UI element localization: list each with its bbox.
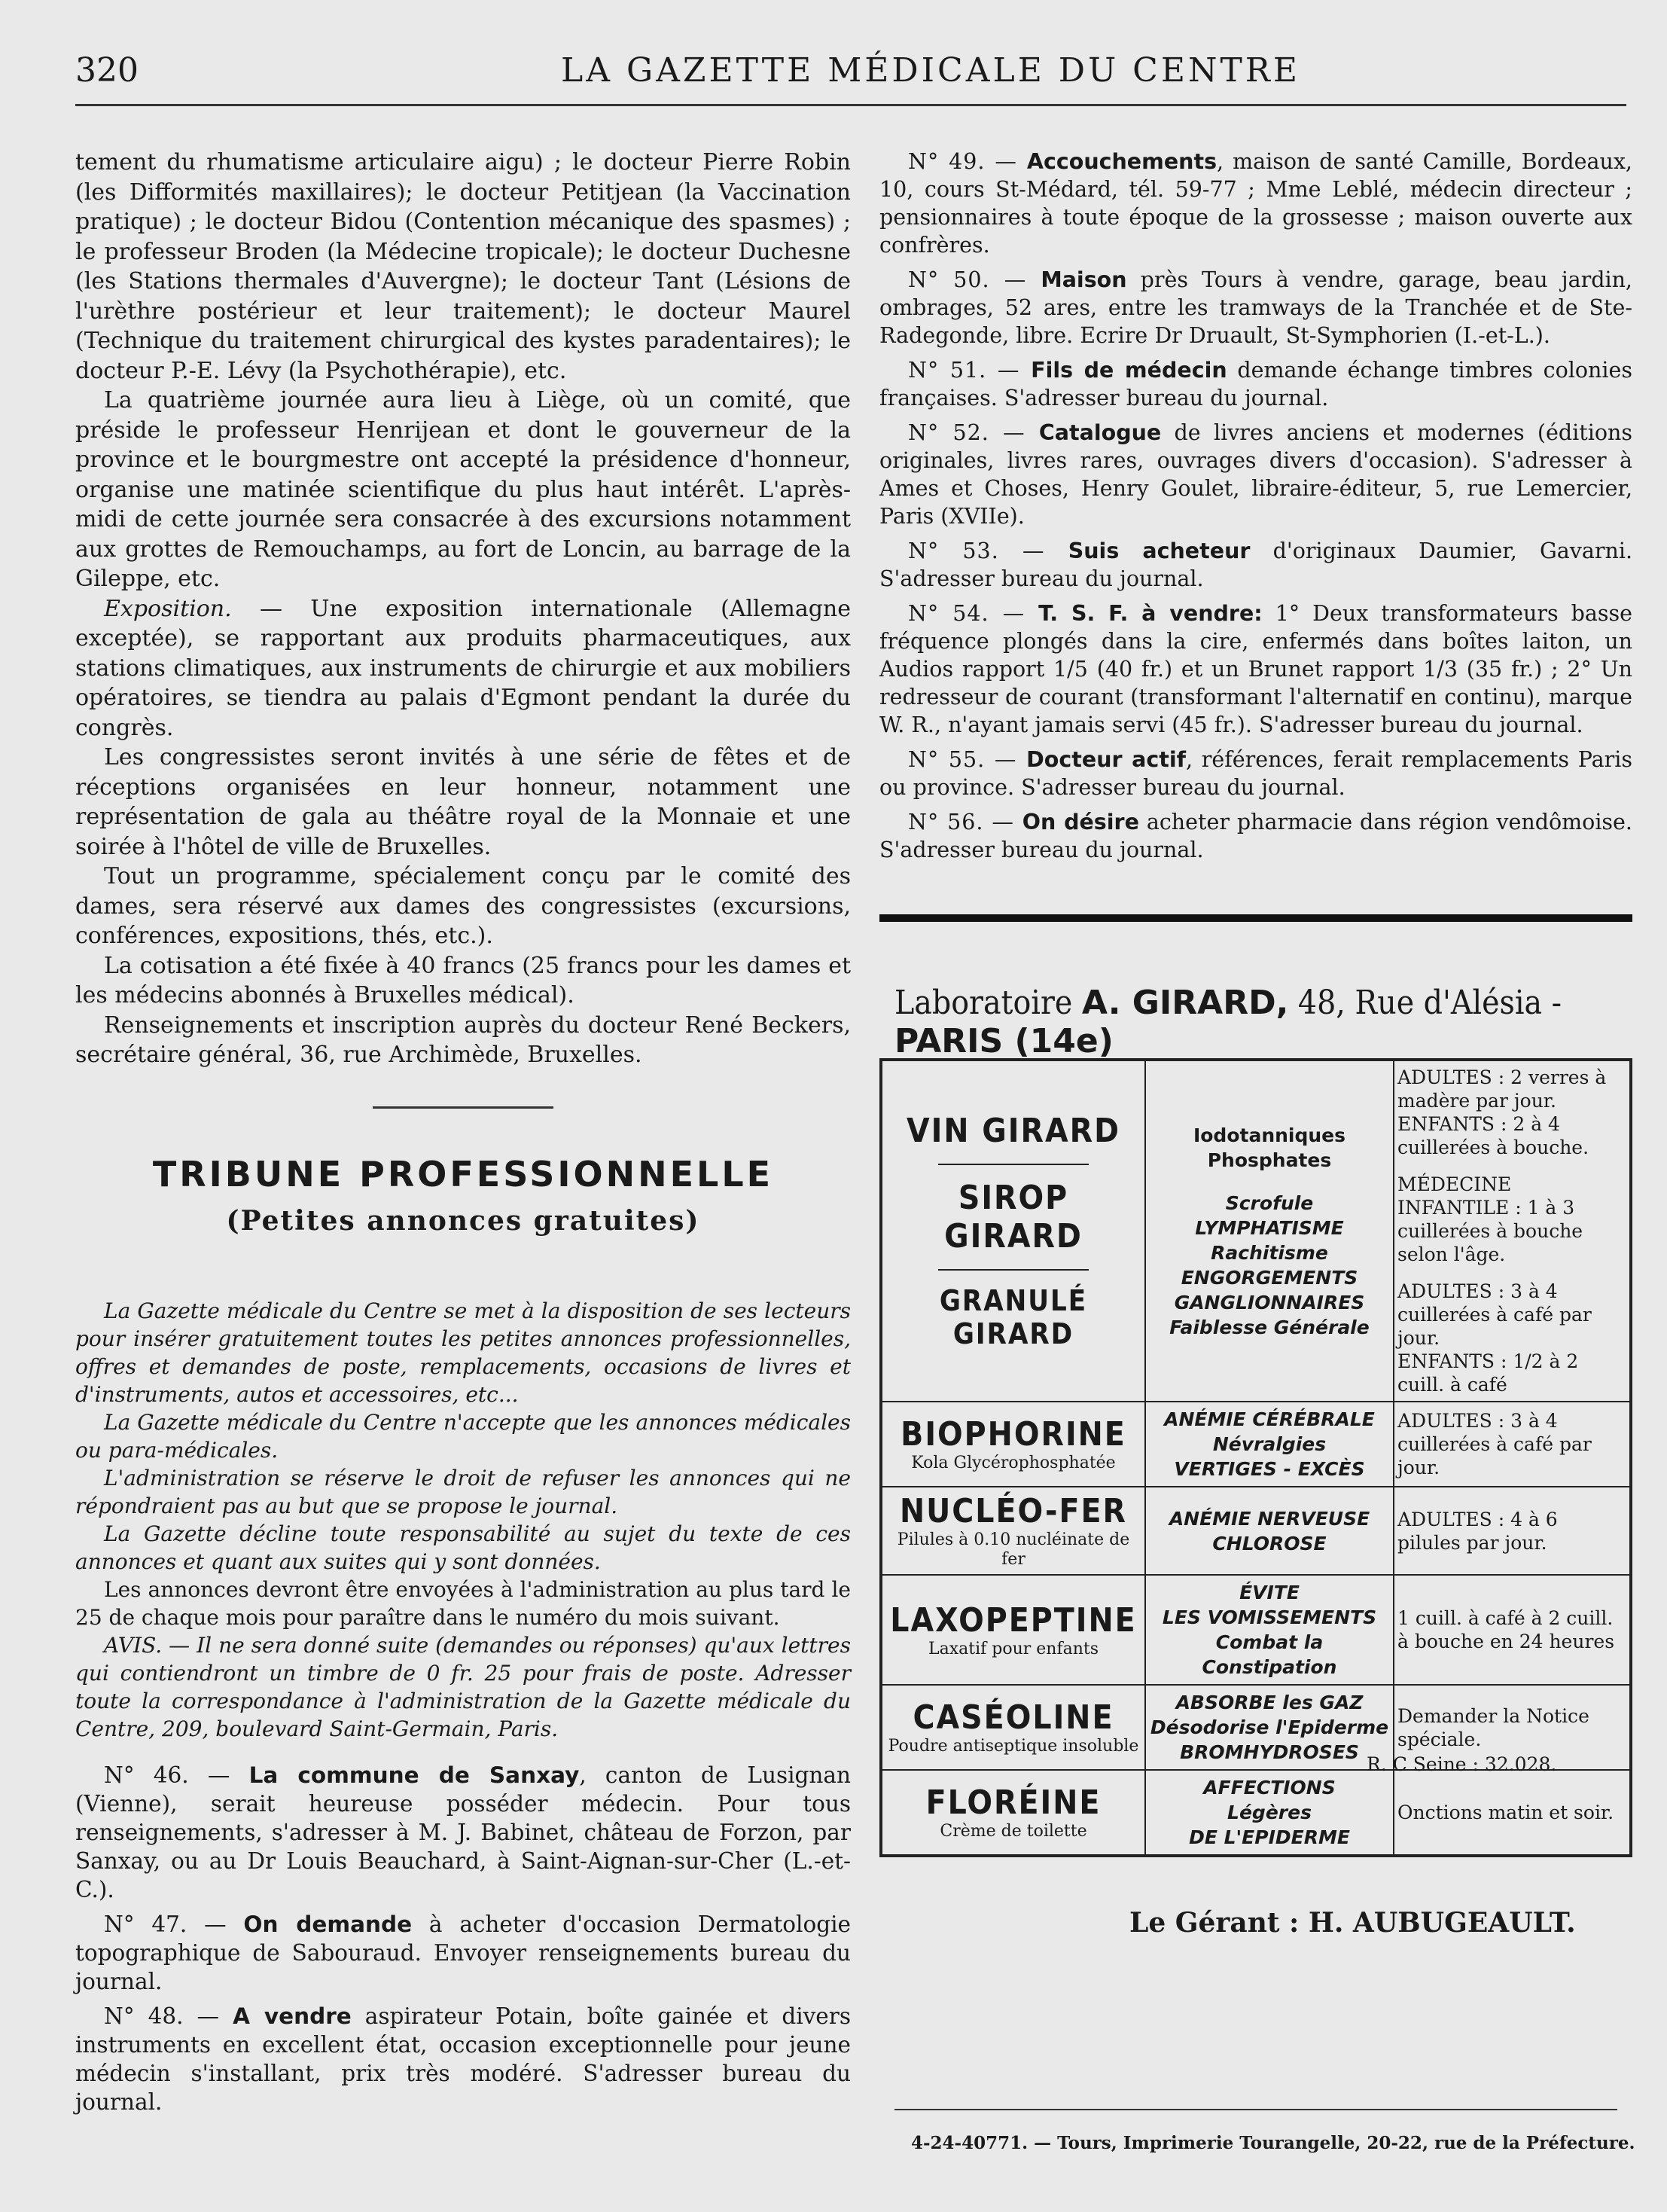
ad-heading: T. S. F. à vendre:	[1038, 601, 1263, 626]
indication: Légères	[1227, 1802, 1312, 1823]
printer-imprint: 4-24-40771. — Tours, Imprimerie Tourangelle, 20-22, rue de la Préfecture.	[911, 2133, 1635, 2153]
right-column	[879, 148, 1632, 871]
dosage-cell	[1394, 1487, 1631, 1575]
dosage: ADULTES : 3 à 4 cuillerées à café par jour.	[1397, 1280, 1592, 1349]
ad-text: acheter pharmacie dans région vendômoise. S'adresser bureau du journal.	[879, 810, 1632, 862]
indication: ABSORBE les GAZ	[1175, 1692, 1364, 1713]
ad-heading: On désire	[1022, 810, 1139, 834]
indication-cell	[1145, 1060, 1394, 1402]
table-row	[881, 1060, 1631, 1402]
product-name: SIROP GIRARD	[944, 1179, 1083, 1256]
dosage: ENFANTS : 1/2 à 2 cuill. à café	[1397, 1350, 1579, 1396]
ad-text: près Tours à vendre, garage, beau jardin, ombrages, 52 ares, entre les tramways de la Tranchée et de Ste-Radegonde, libre. Ecrire Dr Druault, St-Symphorien (I.-et-L.).	[879, 267, 1632, 348]
dosage-cell	[1394, 1770, 1631, 1856]
ad-list	[879, 148, 1632, 864]
ad-number: N° 56. —	[908, 810, 1022, 834]
ad-heading: La commune de Sanxay	[248, 1762, 580, 1788]
ad-heading: Docteur actif	[1026, 747, 1187, 772]
ad-item	[75, 1761, 851, 1904]
paragraph: La cotisation a été fixée à 40 francs (25 francs pour les dames et les médecins abonnés à Bruxelles médical).	[75, 952, 851, 1008]
dosage: ADULTES : 3 à 4 cuillerées à café par jour.	[1397, 1410, 1592, 1478]
ad-number: N° 50. —	[908, 267, 1041, 292]
ad-item	[75, 1910, 851, 1996]
paragraph	[75, 594, 851, 743]
product-name-cell	[881, 1685, 1145, 1770]
left-column	[75, 148, 851, 2122]
indication: GANGLIONNAIRES	[1174, 1291, 1365, 1313]
ad-number: N° 52. —	[908, 420, 1039, 445]
indication: BROMHYDROSES	[1180, 1741, 1359, 1763]
product-name-cell	[881, 1060, 1145, 1402]
indication: ÉVITE	[1239, 1582, 1300, 1603]
product-description: Crème de toilette	[940, 1822, 1087, 1841]
ad-number: N° 55. —	[908, 747, 1027, 772]
product-table	[879, 1058, 1632, 1857]
ad-number: N° 46. —	[104, 1762, 249, 1788]
product-name: BIOPHORINE	[901, 1415, 1126, 1454]
indication: AFFECTIONS	[1203, 1777, 1336, 1799]
run-in-label: Exposition.	[104, 595, 232, 622]
lab-name: A. GIRARD,	[1081, 984, 1289, 1022]
paragraph: Tout un programme, spécialement conçu par le comité des dames, sera réservé aux dames des congressistes (excursions, conférences, expositions, thés, etc.).	[75, 863, 851, 949]
ad-item	[879, 600, 1632, 739]
ad-heading: On demande	[243, 1911, 413, 1937]
dosage-cell	[1394, 1402, 1631, 1487]
indication: Rachitisme	[1211, 1241, 1328, 1264]
product-name: CASÉOLINE	[913, 1698, 1114, 1737]
ad-item	[879, 746, 1632, 801]
indication-cell	[1145, 1402, 1394, 1487]
dosage: 1 cuill. à café à 2 cuill. à bouche en 24 heures	[1397, 1607, 1615, 1652]
ad-number: N° 51. —	[908, 358, 1032, 383]
indication: CHLOROSE	[1212, 1532, 1327, 1555]
thick-divider	[879, 914, 1632, 922]
notices	[75, 1297, 851, 1743]
notice: AVIS. — Il ne sera donné suite (demandes ou réponses) qu'aux lettres qui contiendront un timbre de 0 fr. 25 pour frais de poste. Adresser toute la correspondance à l'administration de la Gazette médicale du Centre, 209, boulevard Saint-Germain, Paris.	[75, 1632, 851, 1741]
running-head: LA GAZETTE MÉDICALE DU CENTRE	[561, 51, 1301, 90]
indication: Faiblesse Générale	[1169, 1316, 1370, 1338]
paragraph: tement du rhumatisme articulaire aigu) ; le docteur Pierre Robin (les Difformités maxillaires); le docteur Petitjean (la Vaccination pratique) ; le docteur Bidou (Contention mécanique des spasmes) ; le professeur Broden (la Médecine tropicale); le docteur Duchesne (les Stations thermales d'Auvergne); le docteur Tant (Lésions de l'urèthre postérieur et leur traitement); le docteur Maurel (Technique du traitement chirurgical des kystes paradentaires); le docteur P.-E. Lévy (la Psychothérapie), etc.	[75, 149, 851, 384]
ad-heading: A vendre	[233, 2003, 352, 2029]
ad-item	[879, 266, 1632, 349]
ad-text: , canton de Lusignan (Vienne), serait heureuse posséder médecin. Pour tous renseignements, s'adresser à M. J. Babinet, château de Forzon, par Sanxay, ou au Dr Louis Beauchard, à Saint-Aignan-sur-Cher (L.-et-C.).	[75, 1762, 852, 1902]
indication: VERTIGES - EXCÈS	[1174, 1458, 1365, 1480]
ad-text: , maison de santé Camille, Bordeaux, 10, cours St-Médard, tél. 59-77 ; Mme Leblé, médecin directeur ; pensionnaires à toute époque de la grossesse ; maison ouverte aux confrères.	[879, 149, 1632, 258]
notice: La Gazette décline toute responsabilité au sujet du texte de ces annonces et quant aux suites qui y sont données.	[75, 1521, 851, 1574]
section-title: TRIBUNE PROFESSIONNELLE	[152, 1153, 774, 1194]
gerant-signature: Le Gérant : H. AUBUGEAULT.	[1129, 1907, 1576, 1939]
indication: ENGORGEMENTS	[1181, 1266, 1358, 1289]
indication: LYMPHATISME	[1195, 1216, 1344, 1239]
product-name: VIN GIRARD	[907, 1112, 1120, 1150]
ad-text: , références, ferait remplacements Paris ou province. S'adresser bureau du journal.	[879, 747, 1632, 800]
header-rule	[75, 104, 1626, 106]
indication: Combat la Constipation	[1202, 1631, 1337, 1678]
ad-heading: Catalogue	[1038, 420, 1162, 445]
product-name: FLORÉINE	[925, 1783, 1102, 1822]
ad-text: demande échange timbres colonies françaises. S'adresser bureau du journal.	[879, 358, 1632, 410]
notice: L'administration se réserve le droit de refuser les annonces qui ne répondraient pas au but que se propose le journal.	[75, 1465, 851, 1518]
paragraph: La quatrième journée aura lieu à Liège, où un comité, que préside le professeur Henrijean et dont le gouverneur de la province et le bourgmestre ont accepté la présidence d'honneur, organise une matinée scientifique du plus haut intérêt. L'après-midi de cette journée sera consacrée à des excursions notamment aux grottes de Remouchamps, au fort de Loncin, au barrage de la Gileppe, etc.	[75, 387, 851, 592]
ad-list	[75, 1761, 851, 2116]
indication-cell	[1145, 1575, 1394, 1685]
section-subtitle: (Petites annonces gratuites)	[226, 1204, 700, 1237]
product-name: NUCLÉO-FER	[899, 1492, 1128, 1530]
table-row	[881, 1487, 1631, 1575]
product-name-cell	[881, 1770, 1145, 1856]
indication: Névralgies	[1212, 1433, 1327, 1455]
table-row	[881, 1770, 1631, 1856]
ad-heading: Suis acheteur	[1068, 539, 1251, 563]
dosage-cell	[1394, 1060, 1631, 1402]
ad-heading: Fils de médecin	[1031, 358, 1227, 383]
paragraph-text: — Une exposition internationale (Allemagne exceptée), se rapportant aux produits pharmaceutiques, aux stations climatiques, aux instruments de chirurgie et aux mobiliers opératoires, se tiendra au palais d'Egmont pendant la durée du congrès.	[75, 595, 851, 741]
product-name: LAXOPEPTINE	[890, 1600, 1137, 1640]
indication-cell	[1145, 1770, 1394, 1856]
notice: Les annonces devront être envoyées à l'administration au plus tard le 25 de chaque mois pour paraître dans le numéro du mois suivant.	[75, 1576, 851, 1630]
ad-text: de livres anciens et modernes (éditions originales, livres rares, ouvrages divers d'occasion). S'adresser à Ames et Choses, Henry Goulet, libraire-éditeur, 5, rue Lemercier, Paris (XVIIe).	[879, 420, 1632, 529]
ad-number: N° 49. —	[908, 149, 1027, 174]
indication: Désodorise l'Epiderme	[1150, 1716, 1389, 1738]
dosage: Onctions matin et soir.	[1397, 1802, 1614, 1823]
dosage: MÉDECINE INFANTILE : 1 à 3 cuillerées à bouche selon l'âge.	[1397, 1173, 1583, 1265]
product-name: GRANULÉ GIRARD	[939, 1284, 1088, 1350]
ad-text: 1° Deux transformateurs basse fréquence plongés dans la cire, enfermés dans boîtes laiton, un Audios rapport 1/5 (40 fr.) et un Brunet rapport 1/3 (35 fr.) ; 2° Un redresseur de courant (transformant l'alternatif en continu), marque W. R., n'ayant jamais servi (45 fr.). S'adresser bureau du journal.	[879, 601, 1632, 737]
laboratory-header	[894, 984, 1667, 1060]
dosage: ADULTES : 2 verres à madère par jour.	[1397, 1066, 1607, 1112]
ad-item	[879, 148, 1632, 259]
footer-rule	[894, 2109, 1617, 2110]
ad-number: N° 47. —	[104, 1911, 244, 1937]
table-row	[881, 1575, 1631, 1685]
ad-item	[879, 537, 1632, 593]
product-name-cell	[881, 1575, 1145, 1685]
divider	[938, 1164, 1089, 1165]
product-description: Laxatif pour enfants	[928, 1639, 1099, 1658]
ad-heading: Accouchements	[1026, 149, 1217, 174]
dosage-cell	[1394, 1575, 1631, 1685]
registration-number: R. C Seine : 32.028.	[1367, 1753, 1557, 1775]
notice: La Gazette médicale du Centre n'accepte que les annonces médicales ou para-médicales.	[75, 1409, 851, 1463]
dosage: ENFANTS : 2 à 4 cuillerées à bouche.	[1397, 1113, 1589, 1158]
indication: DE L'EPIDERME	[1189, 1826, 1350, 1848]
product-name-cell	[881, 1487, 1145, 1575]
divider	[938, 1269, 1089, 1271]
indication: Iodotanniques	[1193, 1124, 1346, 1146]
dosage: Demander la Notice spéciale.	[1397, 1704, 1589, 1750]
indication: LES VOMISSEMENTS	[1162, 1606, 1377, 1628]
lab-address: 48, Rue d'Alésia -	[1288, 984, 1562, 1022]
indication-cell	[1145, 1487, 1394, 1575]
ad-item	[879, 419, 1632, 530]
ad-item	[879, 808, 1632, 864]
lab-prefix: Laboratoire	[894, 984, 1073, 1022]
product-description: Pilules à 0.10 nucléinate de fer	[897, 1530, 1130, 1569]
page-number: 320	[75, 51, 139, 90]
product-description: Poudre antiseptique insoluble	[888, 1737, 1139, 1756]
section-divider	[373, 1106, 553, 1109]
table-row	[881, 1402, 1631, 1487]
ad-number: N° 53. —	[908, 539, 1068, 563]
ad-text: à acheter d'occasion Dermatologie topographique de Sabouraud. Envoyer renseignements bureau du journal.	[75, 1911, 852, 1994]
lab-city: PARIS (14e)	[894, 1022, 1114, 1060]
product-name-cell	[881, 1402, 1145, 1487]
ad-item	[75, 2002, 851, 2116]
product-description: Kola Glycérophosphatée	[911, 1454, 1116, 1472]
ad-item	[879, 356, 1632, 412]
indication: ANÉMIE NERVEUSE	[1169, 1507, 1370, 1530]
indication: Scrofule	[1225, 1191, 1314, 1214]
indication-cell	[1145, 1685, 1394, 1770]
paragraph: Renseignements et inscription auprès du docteur René Beckers, secrétaire général, 36, rue Archimède, Bruxelles.	[75, 1011, 851, 1068]
notice: La Gazette médicale du Centre se met à la disposition de ses lecteurs pour insérer gratuitement toutes les petites annonces professionnelles, offres et demandes de poste, remplacements, occasions de livres et d'instruments, autos et accessoires, etc...	[75, 1298, 851, 1407]
indication: ANÉMIE CÉRÉBRALE	[1164, 1408, 1375, 1430]
dosage: ADULTES : 4 à 6 pilules par jour.	[1397, 1508, 1558, 1554]
ad-text: aspirateur Potain, boîte gainée et divers instruments en excellent état, occasion exceptionnelle pour jeune médecin s'installant, prix très modéré. S'adresser bureau du journal.	[75, 2003, 852, 2115]
paragraph: Les congressistes seront invités à une série de fêtes et de réceptions organisées en leur honneur, notamment une représentation de gala au théâtre royal de la Monnaie et une soirée à l'hôtel de ville de Bruxelles.	[75, 744, 851, 860]
ad-number: N° 48. —	[104, 2003, 233, 2029]
ad-number: N° 54. —	[908, 601, 1039, 626]
ad-heading: Maison	[1041, 267, 1127, 292]
indication: Phosphates	[1207, 1149, 1332, 1171]
ad-text: d'originaux Daumier, Gavarni. S'adresser bureau du journal.	[879, 539, 1633, 591]
